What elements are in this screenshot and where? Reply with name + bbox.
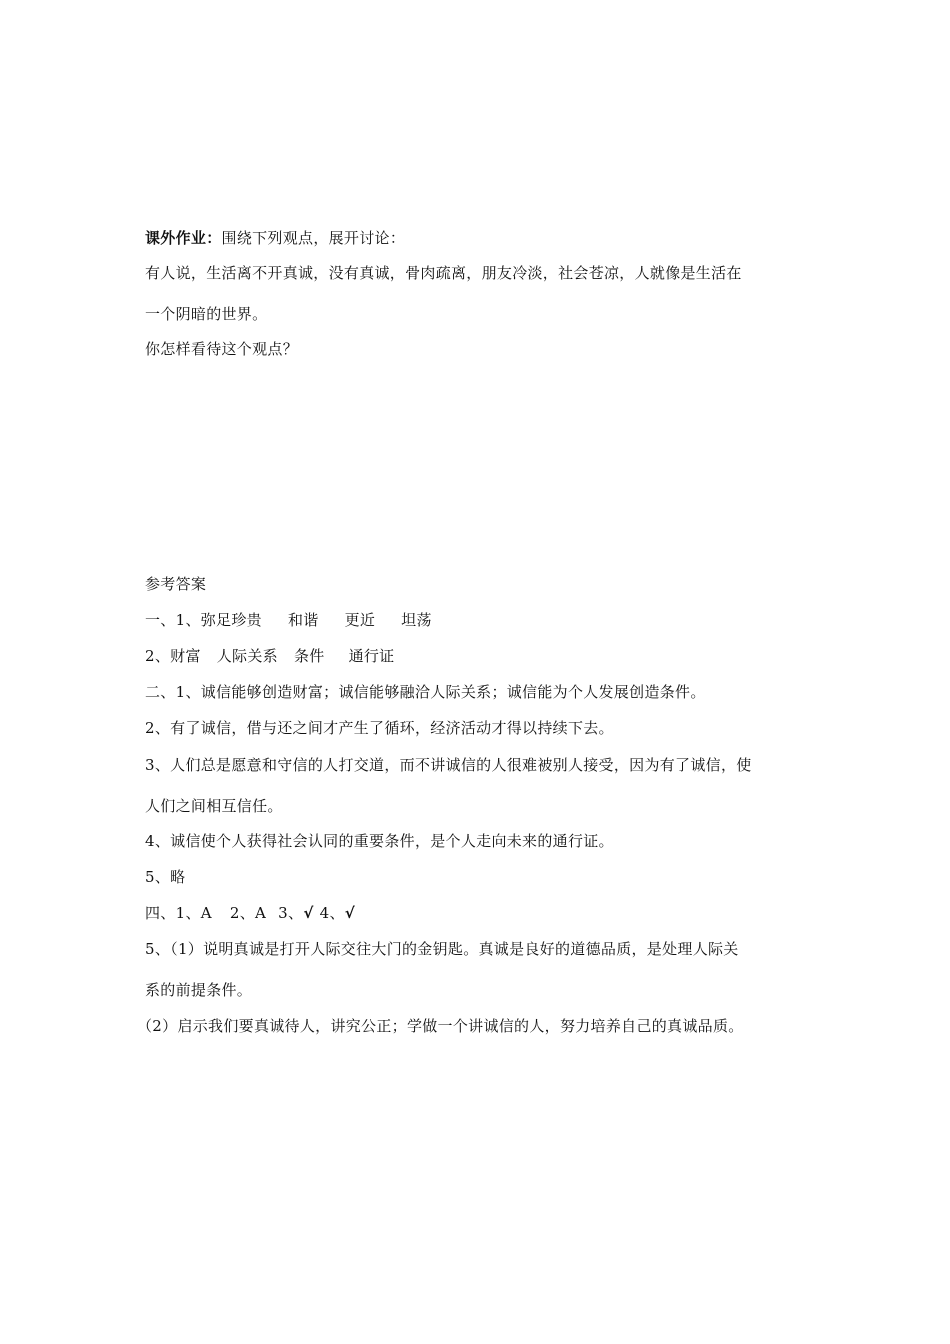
answers-title: 参考答案 — [145, 575, 207, 593]
answer-4-part-2: 2、A — [229, 904, 267, 922]
answer-1-2-blank-3: 条件 — [293, 647, 325, 665]
homework-question: 你怎样看待这个观点？ — [145, 340, 299, 358]
homework-label: 课外作业： — [145, 229, 222, 247]
answer-1-1-blank-3: 更近 — [344, 611, 376, 629]
answer-1-1-prefix: 一、1、弥足珍贵 — [145, 611, 262, 629]
answer-section-4-q5-line-3: （2）启示我们要真诚待人，讲究公正；学做一个讲诚信的人，努力培养自己的真诚品质。 — [137, 1017, 744, 1035]
answer-section-4-q5-line-2: 系的前提条件。 — [145, 981, 253, 999]
answer-4-part-4: 4、 — [319, 904, 345, 922]
answer-1-2-prefix: 2、财富 — [145, 647, 201, 665]
answer-4-part-1: 四、1、A — [145, 904, 212, 922]
answer-section-2-q3-line-2: 人们之间相互信任。 — [145, 797, 283, 815]
homework-prompt: 围绕下列观点，展开讨论： — [221, 229, 406, 247]
homework-heading — [145, 228, 825, 248]
answer-1-1-blank-2: 和谐 — [287, 611, 319, 629]
answer-4-part-3: 3、 — [278, 904, 304, 922]
answer-section-4 — [145, 903, 825, 923]
answer-section-1-q2 — [145, 646, 825, 666]
check-mark-icon: √ — [303, 904, 314, 922]
answer-section-2-q3-line-1: 3、人们总是愿意和守信的人打交道，而不讲诚信的人很难被别人接受，因为有了诚信，使 — [145, 756, 752, 774]
answer-section-2-q5: 5、略 — [145, 868, 186, 886]
homework-paragraph-line-1: 有人说，生活离不开真诚，没有真诚，骨肉疏离，朋友冷淡，社会苍凉，人就像是生活在 — [145, 264, 742, 282]
answer-1-1-blank-4: 坦荡 — [401, 611, 432, 629]
answer-section-4-q5-line-1: 5、（1）说明真诚是打开人际交往大门的金钥匙。真诚是良好的道德品质，是处理人际关 — [145, 940, 739, 958]
answer-section-2-q1: 二、1、诚信能够创造财富；诚信能够融洽人际关系；诚信能为个人发展创造条件。 — [145, 683, 706, 701]
answer-section-1-q1 — [145, 610, 825, 630]
answer-section-2-q2: 2、有了诚信，借与还之间才产生了循环，经济活动才得以持续下去。 — [145, 719, 614, 737]
homework-paragraph-line-2: 一个阴暗的世界。 — [145, 305, 268, 323]
answer-1-2-blank-4: 通行证 — [348, 647, 395, 665]
answer-section-2-q4: 4、诚信使个人获得社会认同的重要条件，是个人走向未来的通行证。 — [145, 832, 614, 850]
check-mark-icon: √ — [344, 904, 356, 922]
answer-1-2-blank-2: 人际关系 — [216, 647, 278, 665]
